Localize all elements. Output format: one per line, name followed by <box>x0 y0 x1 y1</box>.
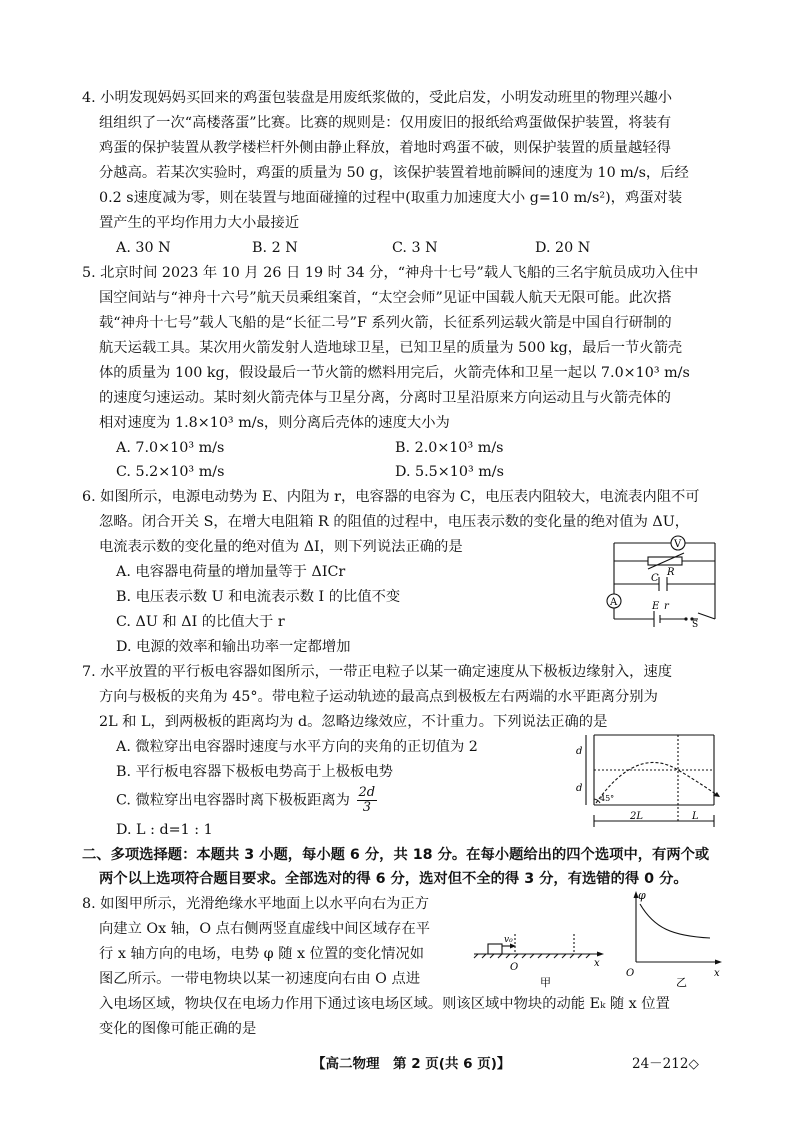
x-axis-label-jia: x <box>594 958 600 969</box>
distance-d-bottom: d <box>576 783 583 794</box>
q5-line: 相对速度为 1.8×10³ m/s，则分离后壳体的速度大小为 <box>99 415 450 431</box>
angle-label: 45° <box>600 794 615 803</box>
q8-line: 变化的图像可能正确的是 <box>99 1021 257 1037</box>
fraction-2d-over-3 <box>357 786 378 815</box>
q7-line: 2L 和 L，到两极板的距离均为 d。忽略边缘效应，不计重力。下列说法正确的是 <box>99 714 608 730</box>
fraction-numerator: 2d <box>358 785 376 800</box>
section-2-line: 两个以上选项符合题目要求。全部选对的得 6 分，选对但不全的得 3 分，有选错的得 0 分。 <box>99 871 688 887</box>
distance-d-top: d <box>576 746 583 757</box>
capacitor-diagram <box>572 731 727 833</box>
q4-line: 4. 小明发现妈妈买回来的鸡蛋包装盘是用废纸浆做的，受此启发，小明发动班里的物理兴趣小 <box>82 90 673 106</box>
origin-label-yi: O <box>626 968 635 979</box>
x-axis-label-yi: x <box>714 968 720 979</box>
q7-option-b: B. 平行板电容器下极板电势高于上极板电势 <box>116 764 393 780</box>
q5-line: 体的质量为 100 kg，假设最后一节火箭的燃料用完后，火箭壳体和卫星一起以 7.0×10³ m/s <box>99 365 690 381</box>
q4-line: 分越高。若某次实验时，鸡蛋的质量为 50 g，该保护装置着地前瞬间的速度为 10 m/s，后经 <box>99 165 689 181</box>
q4-option-a: A. 30 N <box>116 240 171 256</box>
origin-label-jia: O <box>510 962 519 973</box>
q4-line: 置产生的平均作用力大小最接近 <box>99 215 300 231</box>
q8-line: 行 x 轴方向的电场，电势 φ 随 x 位置的变化情况如 <box>99 946 425 962</box>
q5-line: 国空间站与“神舟十六号”航天员乘组案首，“太空会师”见证中国载人航天无限可能。此次搭 <box>99 290 672 306</box>
figure-jia-ground <box>470 924 610 992</box>
emf-label: E <box>652 601 660 612</box>
q6-line: 电流表示数的变化量的绝对值为 ΔI，则下列说法正确的是 <box>99 539 463 555</box>
figure-yi-potential-graph <box>622 886 726 990</box>
q7-line: 7. 水平放置的平行板电容器如图所示，一带正电粒子以某一确定速度从下极板边缘射入，速度 <box>82 664 673 680</box>
fraction-denominator: 3 <box>362 800 371 815</box>
q5-line: 的速度匀速运动。某时刻火箭壳体与卫星分离，分离时卫星沿原来方向运动且与火箭壳体的 <box>99 390 671 406</box>
switch-label: S <box>692 620 699 627</box>
q5-option-c: C. 5.2×10³ m/s <box>116 464 225 480</box>
q8-line: 向建立 Ox 轴，O 点右侧两竖直虚线中间区域存在平 <box>99 921 431 937</box>
capacitor-label: C <box>651 573 659 584</box>
q8-line: 入电场区域，物块仅在电场力作用下通过该电场区域。则该区域中物块的动能 Eₖ 随 x 位置 <box>99 996 670 1012</box>
q7-option-d: D. L : d=1 : 1 <box>116 822 213 838</box>
voltmeter-label: V <box>674 539 682 550</box>
q6-line: 忽略。闭合开关 S，在增大电阻箱 R 的阻值的过程中，电压表示数的变化量的绝对值为 ΔU， <box>99 514 690 530</box>
footer-page-info: 【高二物理 第 2 页(共 6 页)】 <box>312 1056 511 1072</box>
initial-velocity-label: v₀ <box>504 935 513 945</box>
resistor-label: R <box>667 567 675 578</box>
q5-option-a: A. 7.0×10³ m/s <box>116 440 225 456</box>
q5-option-b: B. 2.0×10³ m/s <box>395 440 504 456</box>
q5-line: 载“神舟十七号”载人飞船的是“长征二号”F 系列火箭，长征系列运载火箭是中国自行研制的 <box>99 315 672 331</box>
q4-option-c: C. 3 N <box>392 240 438 256</box>
q7-option-c <box>116 786 377 815</box>
q4-line: 鸡蛋的保护装置从教学楼栏杆外侧由静止释放，着地时鸡蛋不破，则保护装置的质量越轻得 <box>99 140 671 156</box>
length-2l-label: 2L <box>630 811 644 822</box>
circuit-diagram <box>588 527 728 627</box>
q4-option-d: D. 20 N <box>535 240 591 256</box>
section-2-line: 二、多项选择题：本题共 3 小题，每小题 6 分，共 18 分。在每小题给出的四个选项中，有两个或 <box>82 847 710 863</box>
q6-option-a: A. 电容器电荷量的增加量等于 ΔICr <box>116 564 346 580</box>
footer-code: 24－212◇ <box>632 1056 699 1072</box>
q4-option-b: B. 2 N <box>252 240 298 256</box>
q6-option-c: C. ΔU 和 ΔI 的比值大于 r <box>116 614 285 630</box>
internal-resistance-label: r <box>664 601 669 612</box>
q6-line: 6. 如图所示，电源电动势为 E、内阻为 r，电容器的电容为 C，电压表内阻较大，电流表内阻不可 <box>82 489 700 505</box>
q6-option-b: B. 电压表示数 U 和电流表示数 I 的比值不变 <box>116 589 401 605</box>
q8-line: 8. 如图甲所示，光滑绝缘水平地面上以水平向右为正方 <box>82 896 430 912</box>
q5-line: 航天运载工具。某次用火箭发射人造地球卫星，已知卫星的质量为 500 kg，最后一节火箭壳 <box>99 340 683 356</box>
q7-option-c-text: C. 微粒穿出电容器时离下极板距离为 <box>116 792 350 809</box>
ammeter-label: A <box>610 597 618 608</box>
q7-option-a: A. 微粒穿出电容器时速度与水平方向的夹角的正切值为 2 <box>116 739 478 755</box>
q8-line: 图乙所示。一带电物块以某一初速度向右由 O 点进 <box>99 971 421 987</box>
q4-line: 组组织了一次“高楼落蛋”比赛。比赛的规则是：仅用废旧的报纸给鸡蛋做保护装置，将装有 <box>99 115 672 131</box>
length-l-label: L <box>692 811 699 822</box>
q7-line: 方向与极板的夹角为 45°。带电粒子运动轨迹的最高点到极板左右两端的水平距离分别为 <box>99 689 658 705</box>
q5-line: 5. 北京时间 2023 年 10 月 26 日 19 时 34 分，“神舟十七号”载人飞船的三名宇航员成功入住中 <box>82 265 699 281</box>
figure-yi-caption: 乙 <box>676 976 687 989</box>
q6-option-d: D. 电源的效率和输出功率一定都增加 <box>116 639 351 655</box>
figure-jia-caption: 甲 <box>540 976 551 989</box>
q4-line: 0.2 s速度减为零，则在装置与地面碰撞的过程中(取重力加速度大小 g=10 m/s²)，鸡蛋对装 <box>99 190 683 206</box>
phi-axis-label: φ <box>638 889 646 902</box>
q5-option-d: D. 5.5×10³ m/s <box>395 464 504 480</box>
